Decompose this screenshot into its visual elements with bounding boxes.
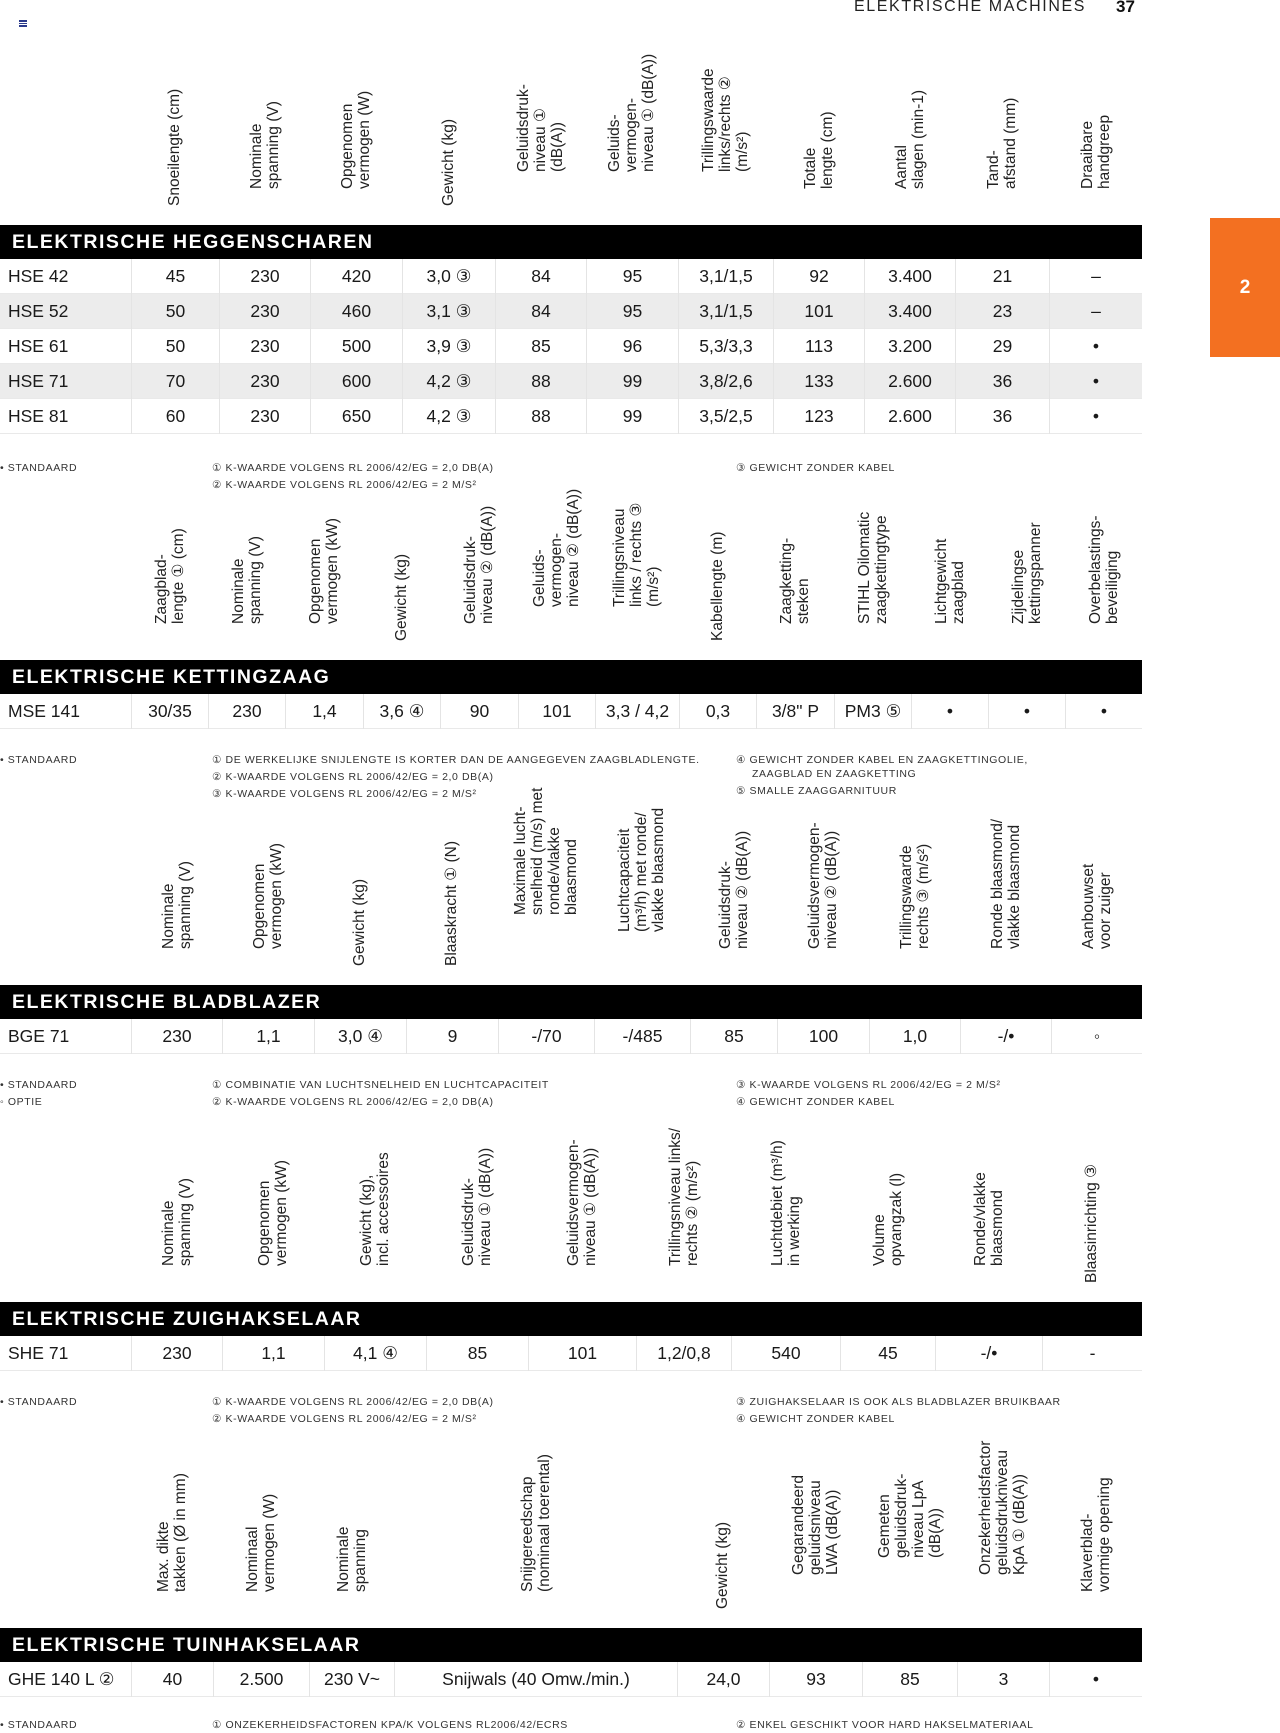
table-cell: 230 [208, 694, 285, 729]
column-header: Opgenomen vermogen (kW) [256, 1160, 290, 1266]
table-row [0, 364, 1142, 399]
footnote: ① ONZEKERHEIDSFACTOREN KPA/K VOLGENS RL2006/42/ECRS [212, 1719, 568, 1731]
column-header: Max. dikte takken (Ø in mm) [155, 1473, 189, 1592]
footnote-legend: • STANDAARD [0, 1396, 78, 1408]
table-cell: 40 [131, 1662, 213, 1697]
footnote: ③ K-WAARDE VOLGENS RL 2006/42/EG = 2 M/S² [212, 788, 477, 800]
column-header: Nominale spanning [334, 1526, 369, 1592]
footnote: ④ GEWICHT ZONDER KABEL [736, 1413, 895, 1425]
table-cell: 420 [310, 259, 402, 294]
table-cell: 101 [518, 694, 595, 729]
table-cell: 95 [586, 294, 678, 329]
column-headers [0, 488, 1142, 660]
column-header: Totale lengte (cm) [801, 111, 836, 189]
column-header: Geluidsdruk- niveau ① (dB(A)) [514, 84, 566, 172]
footnote: ZAAGBLAD EN ZAAGKETTING [752, 768, 917, 780]
table-cell: 133 [773, 364, 864, 399]
model-name-cell: SHE 71 [8, 1343, 69, 1363]
page-header [0, 0, 1280, 22]
column-header: Trillingswaarde rechts ③ (m/s²) [897, 843, 932, 949]
table-cell: 2.500 [213, 1662, 309, 1697]
column-header: Gegarandeerd geluidsniveau LWA (dB(A)) [789, 1475, 841, 1575]
table-cell: 88 [495, 399, 586, 434]
table-cell: 3.400 [864, 259, 955, 294]
table-cell: 230 V~ [309, 1662, 394, 1697]
table-cell: • [1049, 329, 1142, 364]
column-header: Tand- afstand (mm) [985, 97, 1019, 189]
table-cell: -/485 [594, 1019, 690, 1054]
table-cell: 3,1/1,5 [678, 294, 773, 329]
table-cell: • [1065, 694, 1142, 729]
table-cell: 3,0 ④ [314, 1019, 406, 1054]
model-name-cell: HSE 71 [8, 371, 69, 391]
column-header: Zaagblad- lengte ① (cm) [152, 528, 187, 624]
column-header: Klaverblad- vormige opening [1078, 1477, 1113, 1592]
table-cell: 230 [219, 364, 310, 399]
footnote: ② K-WAARDE VOLGENS RL 2006/42/EG = 2 M/S² [212, 479, 477, 491]
model-name-cell: GHE 140 L ② [8, 1669, 115, 1689]
table-cell: 3,9 ③ [402, 329, 495, 364]
table-cell: 3.200 [864, 329, 955, 364]
table-cell: 70 [131, 364, 219, 399]
table-row [0, 1662, 1142, 1697]
footnote: ① K-WAARDE VOLGENS RL 2006/42/EG = 2,0 DB(A) [212, 462, 494, 474]
table-cell: 4,2 ③ [402, 399, 495, 434]
table-cell: 3,6 ④ [363, 694, 440, 729]
footnote: ④ GEWICHT ZONDER KABEL [736, 1096, 895, 1108]
column-header: Gewicht (kg) [392, 554, 410, 641]
table-cell: -/• [960, 1019, 1051, 1054]
table-cell: 45 [131, 259, 219, 294]
table-cell: – [1049, 294, 1142, 329]
footnote: ③ K-WAARDE VOLGENS RL 2006/42/EG = 2 M/S² [736, 1079, 1001, 1091]
table-row [0, 259, 1142, 294]
table-cell: 1,0 [869, 1019, 960, 1054]
table-cell: 3 [957, 1662, 1049, 1697]
column-header: Geluidsvermogen- niveau ① (dB(A)) [565, 1139, 599, 1266]
table-cell: 3,3 / 4,2 [595, 694, 679, 729]
footnote: ⑤ SMALLE ZAAGGARNITUUR [736, 785, 897, 797]
table-cell: 96 [586, 329, 678, 364]
table-cell: 85 [862, 1662, 957, 1697]
table-cell: 650 [310, 399, 402, 434]
table-row [0, 294, 1142, 329]
table-cell: 4,2 ③ [402, 364, 495, 399]
model-name-cell: BGE 71 [8, 1026, 70, 1046]
table-cell: 230 [219, 259, 310, 294]
table-cell: • [1049, 364, 1142, 399]
table-cell: 3,1 ③ [402, 294, 495, 329]
table-cell: 113 [773, 329, 864, 364]
model-name-cell: HSE 61 [8, 336, 69, 356]
table-cell: 4,1 ④ [324, 1336, 426, 1371]
column-header: Aantal slagen (min-1) [892, 89, 927, 189]
column-header: Ronde blaasmond/ vlakke blaasmond [988, 818, 1023, 949]
section-zuighakselaar [0, 1127, 1142, 1425]
table-cell: - [1042, 1336, 1142, 1371]
table-cell: Snijwals (40 Omw./min.) [394, 1662, 677, 1697]
column-header: Geluidsvermogen- niveau ② (dB(A)) [806, 822, 840, 949]
column-header: Aanbouwset voor zuiger [1079, 863, 1114, 949]
table-cell: 84 [495, 259, 586, 294]
column-header: Nominale spanning (V) [159, 1178, 194, 1266]
column-header: Overbelastings- beveiliging [1086, 515, 1121, 624]
column-header: Onzekerheidsfactor geluidsdrukniveau KpA ① (dB(A)) [977, 1440, 1028, 1575]
table-cell: 0,3 [679, 694, 756, 729]
menu-icon[interactable] [19, 20, 27, 27]
table-cell: – [1049, 259, 1142, 294]
table-cell: 90 [440, 694, 518, 729]
table-cell: 230 [219, 329, 310, 364]
table-cell: • [1049, 1662, 1142, 1697]
column-header: Nominale spanning (V) [159, 861, 194, 949]
section-heggenscharen [0, 53, 1142, 491]
table-cell: 1,1 [222, 1019, 314, 1054]
column-header: Luchtcapaciteit (m³/h) met ronde/ vlakke blaasmond [616, 807, 667, 932]
chapter-tab[interactable]: 2 [1210, 218, 1280, 357]
table-cell: 2.600 [864, 364, 955, 399]
table-cell: 29 [955, 329, 1049, 364]
table-cell: 23 [955, 294, 1049, 329]
table-cell: 3,1/1,5 [678, 259, 773, 294]
table-cell: 230 [219, 294, 310, 329]
column-header: Volume opvangzak (l) [870, 1172, 905, 1266]
footnote: ③ ZUIGHAKSELAAR IS OOK ALS BLADBLAZER BRUIKBAAR [736, 1396, 1061, 1408]
table-cell: 45 [840, 1336, 935, 1371]
column-headers [0, 1127, 1142, 1302]
column-header: Lichtgewicht zaagblad [932, 538, 967, 624]
table-cell: 1,4 [285, 694, 363, 729]
table-cell: 50 [131, 294, 219, 329]
column-header: Gewicht (kg), incl. accessoires [358, 1152, 392, 1266]
table-cell: 500 [310, 329, 402, 364]
table-cell: 1,2/0,8 [636, 1336, 731, 1371]
table-cell: -/• [935, 1336, 1042, 1371]
column-header: Zijdelingse kettingspanner [1009, 522, 1044, 624]
footnote: ② K-WAARDE VOLGENS RL 2006/42/EG = 2 M/S² [212, 1413, 477, 1425]
table-cell: • [911, 694, 988, 729]
table-cell: 99 [586, 399, 678, 434]
table-cell: 230 [131, 1019, 222, 1054]
section-tuinhakselaar [0, 1440, 1142, 1731]
section-title-bar: ELEKTRISCHE HEGGENSCHAREN [0, 225, 1142, 259]
table-cell: 230 [219, 399, 310, 434]
column-header: Snoeilengte (cm) [166, 88, 183, 206]
table-cell: 95 [586, 259, 678, 294]
section-title-bar: ELEKTRISCHE KETTINGZAAG [0, 660, 1142, 694]
table-cell: 3.400 [864, 294, 955, 329]
column-header: Opgenomen vermogen (kW) [251, 843, 285, 949]
table-cell: • [988, 694, 1065, 729]
table-cell: 1,1 [222, 1336, 324, 1371]
table-cell: 36 [955, 399, 1049, 434]
table-cell: 85 [690, 1019, 777, 1054]
footnote-legend: • STANDAARD [0, 1079, 78, 1091]
column-headers [0, 53, 1142, 225]
table-cell: 3,8/2,6 [678, 364, 773, 399]
table-cell: 5,3/3,3 [678, 329, 773, 364]
footnote: ③ GEWICHT ZONDER KABEL [736, 462, 895, 474]
column-header: Gewicht (kg) [714, 1522, 731, 1609]
column-header: Snijgereedschap (nominaal toerental) [518, 1454, 553, 1592]
column-header: Geluidsdruk- niveau ① (dB(A)) [460, 1147, 494, 1266]
column-header: STIHL Oilomatic zaagkettingtype [855, 511, 890, 624]
table-cell: 85 [495, 329, 586, 364]
footnote: ② K-WAARDE VOLGENS RL 2006/42/EG = 2,0 DB(A) [212, 771, 494, 783]
table-cell: 85 [426, 1336, 528, 1371]
footnote: ② ENKEL GESCHIKT VOOR HARD HAKSELMATERIAAL [736, 1719, 1034, 1731]
table-cell: 100 [777, 1019, 869, 1054]
table-cell: 93 [769, 1662, 862, 1697]
table-cell: 101 [773, 294, 864, 329]
table-cell: 88 [495, 364, 586, 399]
page-title: ELEKTRISCHE MACHINES [854, 0, 1087, 15]
table-cell: 3,0 ③ [402, 259, 495, 294]
footnote: ④ GEWICHT ZONDER KABEL EN ZAAGKETTINGOLIE, [736, 754, 1028, 766]
column-header: Geluidsdruk- niveau ② (dB(A)) [716, 830, 751, 949]
footnote-legend: ◦ OPTIE [0, 1096, 43, 1108]
footnote-legend: • STANDAARD [0, 1719, 78, 1731]
table-cell: 123 [773, 399, 864, 434]
column-header: Maximale lucht- snelheid (m/s) met ronde/vlakke blaasmond [512, 787, 580, 915]
column-header: Kabellengte (m) [708, 531, 726, 641]
table-cell: 21 [955, 259, 1049, 294]
column-headers [0, 1440, 1142, 1628]
table-row [0, 1336, 1142, 1371]
table-cell: 600 [310, 364, 402, 399]
table-cell: 30/35 [131, 694, 208, 729]
column-header: Blaasinrichting ③ [1083, 1163, 1100, 1283]
column-header: Luchtdebiet (m³/h) in werking [768, 1140, 803, 1266]
table-cell: 99 [586, 364, 678, 399]
section-kettingzaag [0, 488, 1142, 800]
column-header: Geluids- vermogen- niveau ① (dB(A)) [606, 53, 657, 172]
footnote-legend: • STANDAARD [0, 462, 78, 474]
table-cell: 540 [731, 1336, 840, 1371]
table-row [0, 1019, 1142, 1054]
column-header: Geluidsdruk- niveau ② (dB(A)) [462, 505, 496, 624]
table-cell: 3,5/2,5 [678, 399, 773, 434]
table-cell: 9 [406, 1019, 498, 1054]
column-header: Nominaal vermogen (W) [244, 1493, 278, 1592]
column-header: Gewicht (kg) [439, 119, 457, 206]
table-cell: 101 [528, 1336, 636, 1371]
section-title-bar: ELEKTRISCHE ZUIGHAKSELAAR [0, 1302, 1142, 1336]
footnote: ② K-WAARDE VOLGENS RL 2006/42/EG = 2,0 DB(A) [212, 1096, 494, 1108]
table-row [0, 399, 1142, 434]
table-cell: 24,0 [677, 1662, 769, 1697]
table-cell: 460 [310, 294, 402, 329]
column-header: Nominale spanning (V) [247, 101, 282, 189]
column-header: Trillingsniveau links/ rechts ② (m/s²) [666, 1127, 701, 1266]
model-name-cell: HSE 81 [8, 406, 69, 426]
footnote-legend: • STANDAARD [0, 754, 78, 766]
table-cell: -/70 [498, 1019, 594, 1054]
footnote: ① COMBINATIE VAN LUCHTSNELHEID EN LUCHTCAPACITEIT [212, 1079, 549, 1091]
column-header: Opgenomen vermogen (W) [339, 90, 373, 189]
column-header: Nominale spanning (V) [229, 536, 264, 624]
section-title-bar: ELEKTRISCHE TUINHAKSELAAR [0, 1628, 1142, 1662]
column-header: Draaibare handgreep [1078, 114, 1113, 189]
table-cell: 2.600 [864, 399, 955, 434]
footnote: ① DE WERKELIJKE SNIJLENGTE IS KORTER DAN DE AANGEGEVEN ZAAGBLADLENGTE. [212, 754, 700, 766]
model-name-cell: HSE 42 [8, 266, 69, 286]
table-cell: ◦ [1051, 1019, 1142, 1054]
column-header: Geluids- vermogen- niveau ② (dB(A)) [530, 488, 582, 607]
column-header: Opgenomen vermogen (kW) [307, 518, 341, 624]
model-name-cell: MSE 141 [8, 701, 80, 721]
table-cell: PM3 ⑤ [834, 694, 911, 729]
table-row [0, 329, 1142, 364]
table-cell: 36 [955, 364, 1049, 399]
table-cell: 3/8" P [756, 694, 834, 729]
column-header: Gemeten geluidsdruk- niveau LpA (dB(A)) [875, 1473, 944, 1558]
column-header: Trillingsniveau links / rechts ③ (m/s²) [611, 502, 662, 607]
table-cell: 60 [131, 399, 219, 434]
table-row [0, 694, 1142, 729]
table-cell: 92 [773, 259, 864, 294]
column-header: Ronde/vlakke blaasmond [971, 1172, 1006, 1266]
column-header: Trillingswaarde links/rechts ② (m/s²) [699, 68, 751, 172]
footnote: ① K-WAARDE VOLGENS RL 2006/42/EG = 2,0 DB(A) [212, 1396, 494, 1408]
table-cell: • [1049, 399, 1142, 434]
page-number: 37 [1116, 0, 1135, 16]
column-header: Zaagketting- steken [778, 537, 812, 624]
column-header: Blaaskracht ① (N) [443, 840, 460, 966]
table-cell: 84 [495, 294, 586, 329]
column-header: Gewicht (kg) [351, 879, 368, 966]
section-title-bar: ELEKTRISCHE BLADBLAZER [0, 985, 1142, 1019]
table-cell: 230 [131, 1336, 222, 1371]
model-name-cell: HSE 52 [8, 301, 69, 321]
table-cell: 50 [131, 329, 219, 364]
